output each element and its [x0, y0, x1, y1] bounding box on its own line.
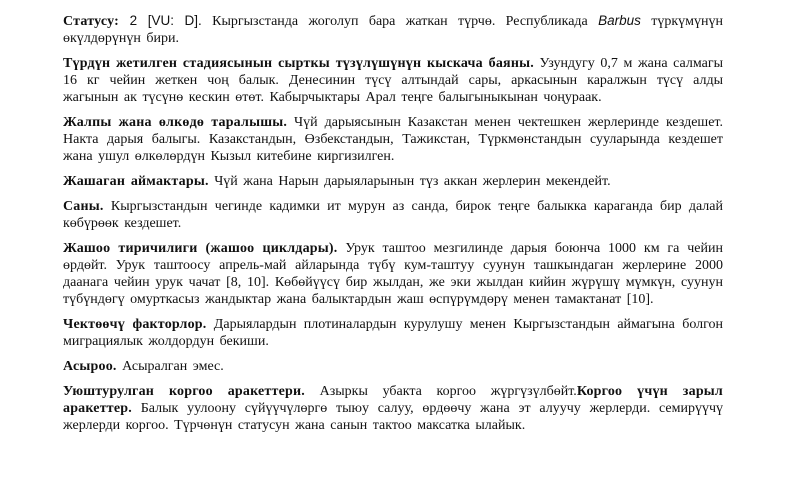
- population-paragraph: [63, 198, 723, 232]
- run-in-heading: Коргоо үчүн зарыл аракеттер.: [63, 384, 723, 416]
- run-in-heading: Жалпы жана өлкөдө таралышы.: [63, 115, 288, 130]
- text-run: Кыргызстанда жоголуп бара жаткан түрчө. Республикада: [201, 14, 599, 29]
- status-paragraph: [63, 12, 723, 47]
- run-in-heading: Жашоо тиричилиги (жашоо циклдары).: [63, 241, 338, 256]
- run-in-heading: Статусу:: [63, 14, 119, 29]
- text-run: 2 [VU: D].: [118, 13, 202, 28]
- run-in-heading: Түрдүн жетилген стадиясынын сырткы түзүлүшүнүн кыскача баяны.: [63, 56, 534, 71]
- run-in-heading: Чектөөчү факторлор.: [63, 317, 207, 332]
- breeding-paragraph: [63, 358, 723, 375]
- text-run: Балык уулоону сүйүүчүлөргө тыюу салуу, өрдөөчу жана эт алуучу жерлерди. семирүүчү жерлерди коргоо. Түрчөнүн статусун жана санын тактоо максатка ылайык.: [63, 401, 723, 433]
- text-run: Чүй дарыясынын Казакстан менен чектешкен жерлеринде кездешет. Накта дарыя балыгы. Казакстандын, Өзбекстандын, Тажикстан, Түркмөнстандын сууларында кездешет жана ушул өлкөлөрдүн Кызыл китебине киргизилген.: [63, 115, 723, 164]
- text-run: Кыргызстандын чегинде кадимки ит мурун аз санда, бирок теңге балыкка караганда бир далай көбүрөөк кездешет.: [63, 199, 723, 231]
- text-run: Урук таштоо мезгилинде дарыя боюнча 1000 км га чейин өрдөйт. Урук таштоосу апрель-май айларында түбү кум-таштуу суунун ташкындаган жерлерине 2000 даанага чейин урук чачат [8, 10]. Көбөйүүсү бир жылдан, же эки жылдан кийин жүрүшү мүмкүн, суунун түбүндөгү омурткасыз жандыктар жана балыктардын жаш өспүрүмдөрү менен тамактанат [10].: [63, 241, 723, 307]
- limiting-factors-paragraph: [63, 316, 723, 350]
- distribution-paragraph: [63, 114, 723, 165]
- text-run: Азыркы убакта коргоо жүргүзүлбөйт.: [304, 384, 577, 399]
- run-in-heading: Уюштурулган коргоо аракеттери.: [63, 384, 305, 399]
- text-run: түркүмүнүн өкүлдөрүнүн бири.: [63, 14, 723, 46]
- run-in-heading: Саны.: [63, 199, 104, 214]
- run-in-heading: Жашаган аймактары.: [63, 174, 209, 189]
- biology-paragraph: [63, 240, 723, 308]
- conservation-paragraph: [63, 383, 723, 434]
- description-paragraph: [63, 55, 723, 106]
- text-run: Асыралган эмес.: [116, 359, 224, 374]
- text-run: Узундугу 0,7 м жана салмагы 16 кг чейин жеткен чоң балык. Денесинин түсү алтындай сары, аркасынын каралжын түсү алды жагынын ак түсүнө кескин өтөт. Кабырчыктары Арал теңге балыгыныкынан чоңураак.: [63, 56, 723, 105]
- text-run: Barbus: [598, 13, 641, 28]
- habitat-paragraph: [63, 173, 723, 190]
- text-run: Чүй жана Нарын дарыяларынын түз аккан жерлерин мекендейт.: [208, 174, 611, 189]
- run-in-heading: Асыроо.: [63, 359, 117, 374]
- text-run: Дарыялардын плотиналардын курулушу менен Кыргызстандын аймагына болгон миграциялык жолдордун бекиши.: [63, 317, 724, 349]
